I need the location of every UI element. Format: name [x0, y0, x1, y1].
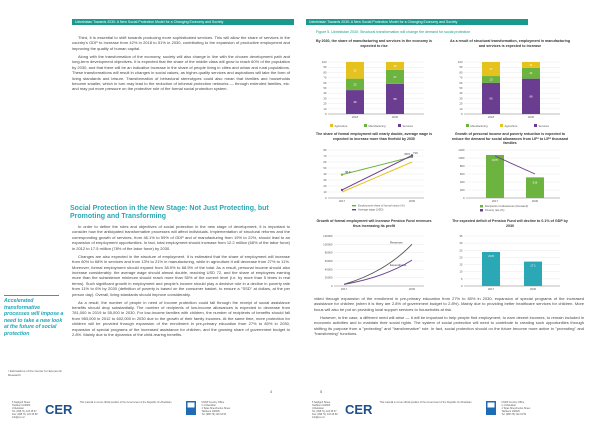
undp-logo: [486, 401, 496, 415]
data-label: 46: [353, 100, 357, 105]
data-label: 68.5: [404, 151, 410, 156]
legend-label: Revenues: [390, 240, 403, 245]
y-tick-label: 5: [460, 276, 463, 281]
data-label: 516: [532, 180, 538, 185]
data-label: 1076: [491, 157, 499, 162]
data-label: 13: [489, 77, 493, 82]
chart-3: [314, 146, 434, 216]
y-tick-label: 50: [459, 86, 463, 90]
data-label: 58: [393, 96, 397, 101]
paragraph: However, in the case, a different need will arise — it will be important to help people find employment, to earn decent incomes, to remain included in economic activities and to maintain their social rights. The system of social protection will need to contribute to creating such opportunities through shifting its purpose from a "protecting" and "transformative" role. In fact, social protection should on the future become more active in "promoting" and "transforming" functions.: [314, 314, 584, 337]
page-number-right: 5: [320, 389, 323, 394]
x-tick-label: 2017: [487, 287, 495, 291]
y-tick-label: 100: [321, 60, 327, 64]
legend-label: Services: [402, 124, 413, 128]
page-number-left: 4: [270, 389, 273, 394]
legend-swatch: [330, 124, 333, 127]
y-tick-label: 10: [323, 106, 327, 111]
y-tick-label: 60: [323, 80, 327, 85]
y-tick-label: 40: [323, 172, 327, 176]
legend-label: Agriculture: [504, 124, 518, 128]
y-tick-label: 10: [459, 106, 463, 111]
chart-5-title: Growth of formal employment will increase Pension Fund revenues thus increasing its profit: [316, 219, 432, 228]
y-tick-label: 80: [323, 148, 327, 152]
x-tick-label: 2030: [408, 199, 416, 203]
y-tick-label: 800: [459, 164, 465, 168]
footer-right: [300, 398, 600, 424]
legend-swatch: [500, 124, 503, 127]
data-label: 15: [393, 63, 397, 68]
footer-notice: This material is not an official position of the Government of the Republic of Uzbekistan: [79, 401, 172, 404]
y-tick-label: 80: [459, 70, 463, 75]
y-tick-label: 90: [459, 65, 463, 70]
data-label: 38.9: [345, 170, 351, 175]
y-tick-label: 30: [459, 241, 463, 246]
y-tick-label: 10: [459, 269, 463, 274]
x-tick-label: 2030: [408, 287, 416, 291]
y-tick-label: 0: [462, 196, 465, 200]
data-label: 27: [489, 67, 493, 72]
legend-label: Average wage (USD): [358, 208, 384, 212]
chart-2: [450, 58, 570, 128]
y-tick-label: 30: [459, 96, 463, 101]
legend-label: Employment share of formal sector (%): [358, 204, 405, 208]
legend-swatch: [466, 124, 469, 127]
legend-swatch: [480, 209, 483, 212]
cer-logo: [344, 401, 374, 417]
data-label: 68: [529, 94, 533, 99]
y-tick-label: 30: [323, 96, 327, 101]
footnote: ¹ Estimations of the Center for Economic Research: [8, 369, 62, 377]
data-point: [341, 189, 343, 191]
sidebar-quote: Accelerated transformative processes will impose a need to take a new look at the future of social protection: [4, 298, 64, 337]
x-tick-label: 2030: [391, 115, 399, 119]
y-tick-label: 0: [324, 112, 327, 116]
cer-logo: [44, 401, 74, 417]
paragraph: Along with the transformation of the economy, society will also change in line with the chosen development path and long-term development objectives. It is expected that the share of the middle class will grow to reach 60% of the population by 2030, and that there will be an indicative increase in the share of people living in cities and urban and rural populations. These transformations will result in changes in social values, as higher-quality services and aspirations will take the form of living standards and leisure. Transformation of behavioral stereotypes could also mean that families and households become smaller, which in turn may lead to the reduction of informal protection networks — through extended families, etc. and may put more pressure on the protective role of the formal social protection system.: [72, 53, 290, 92]
data-label: 17.1: [530, 263, 536, 268]
y-tick-label: 35: [459, 234, 463, 238]
chart-1: [314, 58, 434, 128]
legend-label: Agriculture: [334, 124, 348, 128]
data-label: 27: [393, 74, 397, 79]
y-tick-label: 0: [460, 284, 463, 288]
paragraph: As a result, the number of people in need of income protection could fall through the receipt of social assistance benefits should drop substantially. The number of recipients of low-income allowances is expected to decrease from 781,000 in 2019 to 55,000 in 2030. For low-income families with children, the number of recipients of benefits should fall from 983,000 in 2012 to 602,000 in 2030 due to the growth of their family incomes. At the same time, more protection for children will be provided through expansion of the enrollment in pre-primary education from 27% to 80% in 2030, expansion of special programs of the increased assistance for children, and the growing share of government budget to 2.8%. Mainly due to the dynamics of the child-rearing benefits.: [72, 299, 290, 338]
paragraph: Third, it is essential to shift towards producing more sophisticated services. This will allow the share of services in the country's GDP to increase from 42% in 2018 to 51% in 2030, contributing to the expansion of productive employment and improving the quality of human capital.: [72, 35, 290, 51]
chart-5: [314, 232, 434, 296]
y-tick-label: 400: [459, 180, 465, 184]
sidebar-divider: [4, 295, 59, 296]
footer-notice: This material is not an official position of the Government of the Republic of Uzbekistan: [379, 401, 472, 404]
y-tick-label: 40000: [324, 267, 333, 272]
data-label: 21: [529, 71, 533, 76]
chart-6-title: The expected deficit of Pension Fund will decline to 0.1% of GDP by 2030: [452, 219, 568, 228]
y-tick-label: 25: [459, 248, 463, 253]
x-tick-label: 2030: [527, 115, 535, 119]
footer-contact: 5 Sayilgoh Street Tashkent 100000 Uzbekistan Tel: (998 71) 123 45 67 Fax: (998 71) 123 45 68 info@cer.uz: [312, 401, 338, 419]
y-tick-label: 15: [459, 262, 463, 267]
chart-3-title: The share of formal employment will nearly double, average wage is expected to increase more than fivefold by 2030: [315, 132, 433, 141]
y-tick-label: 10: [323, 190, 327, 194]
legend-swatch: [364, 124, 367, 127]
y-tick-label: 40: [323, 91, 327, 96]
y-tick-label: 80: [323, 70, 327, 75]
header-left: Uzbekistan Towards 2030: A New Social Protection Model for a Changing Economy and Society: [72, 19, 294, 25]
legend-label: Poverty rate (%): [485, 209, 505, 213]
chart-6: [450, 232, 570, 296]
legend-swatch: [352, 205, 356, 206]
y-tick-label: 100: [457, 60, 463, 64]
data-label: 60: [489, 96, 493, 101]
undp-logo: [186, 401, 196, 415]
data-label: 32: [353, 68, 357, 73]
paragraph: In order to define the roles and objectives of social protection in the new stage of development, it is important to consider how the anticipated transformative processes will affect individuals. Implementation of structural reforms and the corresponding growth of services, from 46.1% to 59% of GDP and of manufacturing from 19% to 22%, should lead to an expansion of employment opportunities. In fact, total employment should increase from 12.2 million (68% of the labor force) in 2012 to 17.5 million (78% of the labor force) by 2030.: [72, 224, 290, 251]
x-tick-label: 2017: [338, 199, 346, 203]
right-page: [300, 0, 600, 424]
y-tick-label: 20: [459, 255, 463, 260]
y-tick-label: 100000: [323, 242, 333, 247]
x-tick-label: 2018: [351, 115, 359, 119]
figure-caption: Figure 5. Uzbekistan 2030: Structural transformation will change the demand for social protection: [316, 30, 471, 34]
data-label: 23.8: [488, 254, 494, 258]
series-line: [342, 155, 412, 190]
section-heading: Social Protection in the New Stage: Not Just Protecting, but Promoting and Transforming: [70, 205, 269, 220]
data-label: 11: [529, 62, 533, 67]
legend-label: Services: [538, 124, 549, 128]
y-tick-label: 120000: [323, 234, 333, 238]
footer-contact: 5 Sayilgoh Street Tashkent 100000 Uzbekistan Tel: (998 71) 123 45 67 Fax: (998 71) 123 45 68 info@cer.uz: [12, 401, 38, 419]
y-tick-label: 60000: [324, 259, 333, 263]
x-tick-label: 2030: [531, 199, 539, 203]
y-tick-label: 1200: [458, 148, 465, 152]
legend-swatch: [352, 209, 356, 210]
x-tick-label: 2018: [487, 115, 495, 119]
x-tick-label: 2017: [340, 287, 348, 291]
y-tick-label: 70: [459, 75, 463, 80]
y-tick-label: 0: [460, 112, 463, 116]
y-tick-label: 70: [323, 75, 327, 80]
chart-1-title: By 2030, the share of manufacturing and services in the economy is expected to rise: [315, 39, 433, 48]
y-tick-label: 0: [324, 196, 327, 200]
y-tick-label: 20000: [324, 275, 333, 280]
x-tick-label: 2017: [491, 199, 499, 203]
left-top-text: [72, 35, 290, 94]
data-point: [341, 173, 343, 175]
y-tick-label: 70: [323, 154, 327, 158]
legend-swatch: [398, 124, 401, 127]
footer-left: [0, 398, 300, 424]
chart-2-title: As a result of structural transformation, employment in manufacturing and services is expected to increase: [450, 39, 571, 48]
footer-undp: UNDP Country Office in Uzbekistan 4 Taras Shevchenko Street Tashkent 100029 Tel: (998 78) 120 34 50: [201, 401, 231, 416]
y-tick-label: 20: [323, 101, 327, 106]
data-label: 22: [353, 82, 357, 87]
y-tick-label: 60: [459, 80, 463, 85]
left-bottom-text: [72, 224, 290, 340]
svg-text:CER: CER: [344, 402, 372, 417]
series-line: [342, 162, 412, 192]
legend-label: Recipients of allowances (thousand): [485, 205, 529, 209]
y-tick-label: 80000: [324, 250, 333, 255]
y-tick-label: 40: [459, 91, 463, 96]
y-tick-label: 1000: [458, 156, 465, 160]
y-tick-label: 50: [323, 166, 327, 170]
header-right: Uzbekistan Towards 2030: A New Social Protection Model for a Changing Economy and Society: [306, 19, 528, 25]
y-tick-label: 50: [323, 86, 327, 90]
footer-undp: UNDP Country Office in Uzbekistan 4 Taras Shevchenko Street Tashkent 100029 Tel: (998 78) 120 34 50: [501, 401, 531, 416]
data-label: 710: [413, 150, 418, 155]
paragraph: Changes are also expected in the structure of employment. It is estimated that the share of employment will increase from 60% to 68% in services and from 13% to 21% in manufacturing, while in agriculture it will decrease from 27% to 11%. Moreover, formal employment should expand from 38.9% to 68.5% of the total. As a result, personal income should also increase considerably: the average wage should almost double, reaching USD 72, and the share of employees earning more than the subsistence minimum should reach more than 55% of the current level (i.e. by more than 5 times in real terms). Such significant growth in employment and people's income should play a decisive role in a decline in poverty rate from 11% to 6% by 2030 (definition of poverty is based on the consumer basket, to ensure a "SSD" at dollars, at the per person day). Overall, living standards should improve considerably.: [72, 253, 290, 297]
chart-4: [450, 146, 570, 216]
y-tick-label: 600: [459, 172, 465, 176]
y-tick-label: 20: [459, 101, 463, 106]
legend-label: Manufacturing: [470, 124, 488, 128]
y-tick-label: 30: [323, 178, 327, 182]
chart-4-title: Growth of personal income and poverty reduction is expected to reduce the demand for social allowances from LIF* to LIF* thousand families: [451, 132, 569, 146]
y-tick-label: 0: [330, 284, 333, 288]
legend-swatch: [534, 124, 537, 127]
legend-label: Manufacturing: [368, 124, 386, 128]
series-line: [342, 157, 412, 175]
right-bottom-text: [314, 296, 584, 339]
x-tick-label: 2030: [529, 287, 537, 291]
y-tick-label: 60: [323, 160, 327, 164]
y-tick-label: 90: [323, 65, 327, 70]
paragraph: vided through expansion of the enrollment in pre-primary education from 27% to 80% in 2030, expansion of special programs of the increased assistance for children (when it is they are 2.8% of government budget to 2.8%). Mainly due to providing better healthcare services for children. More focus will also be put on providing local support services to households at risk.: [314, 296, 584, 312]
legend-label: Expenditures: [390, 263, 407, 268]
y-tick-label: 200: [459, 188, 465, 192]
y-tick-label: 20: [323, 184, 327, 188]
svg-text:CER: CER: [44, 402, 72, 417]
legend-swatch: [480, 205, 483, 208]
